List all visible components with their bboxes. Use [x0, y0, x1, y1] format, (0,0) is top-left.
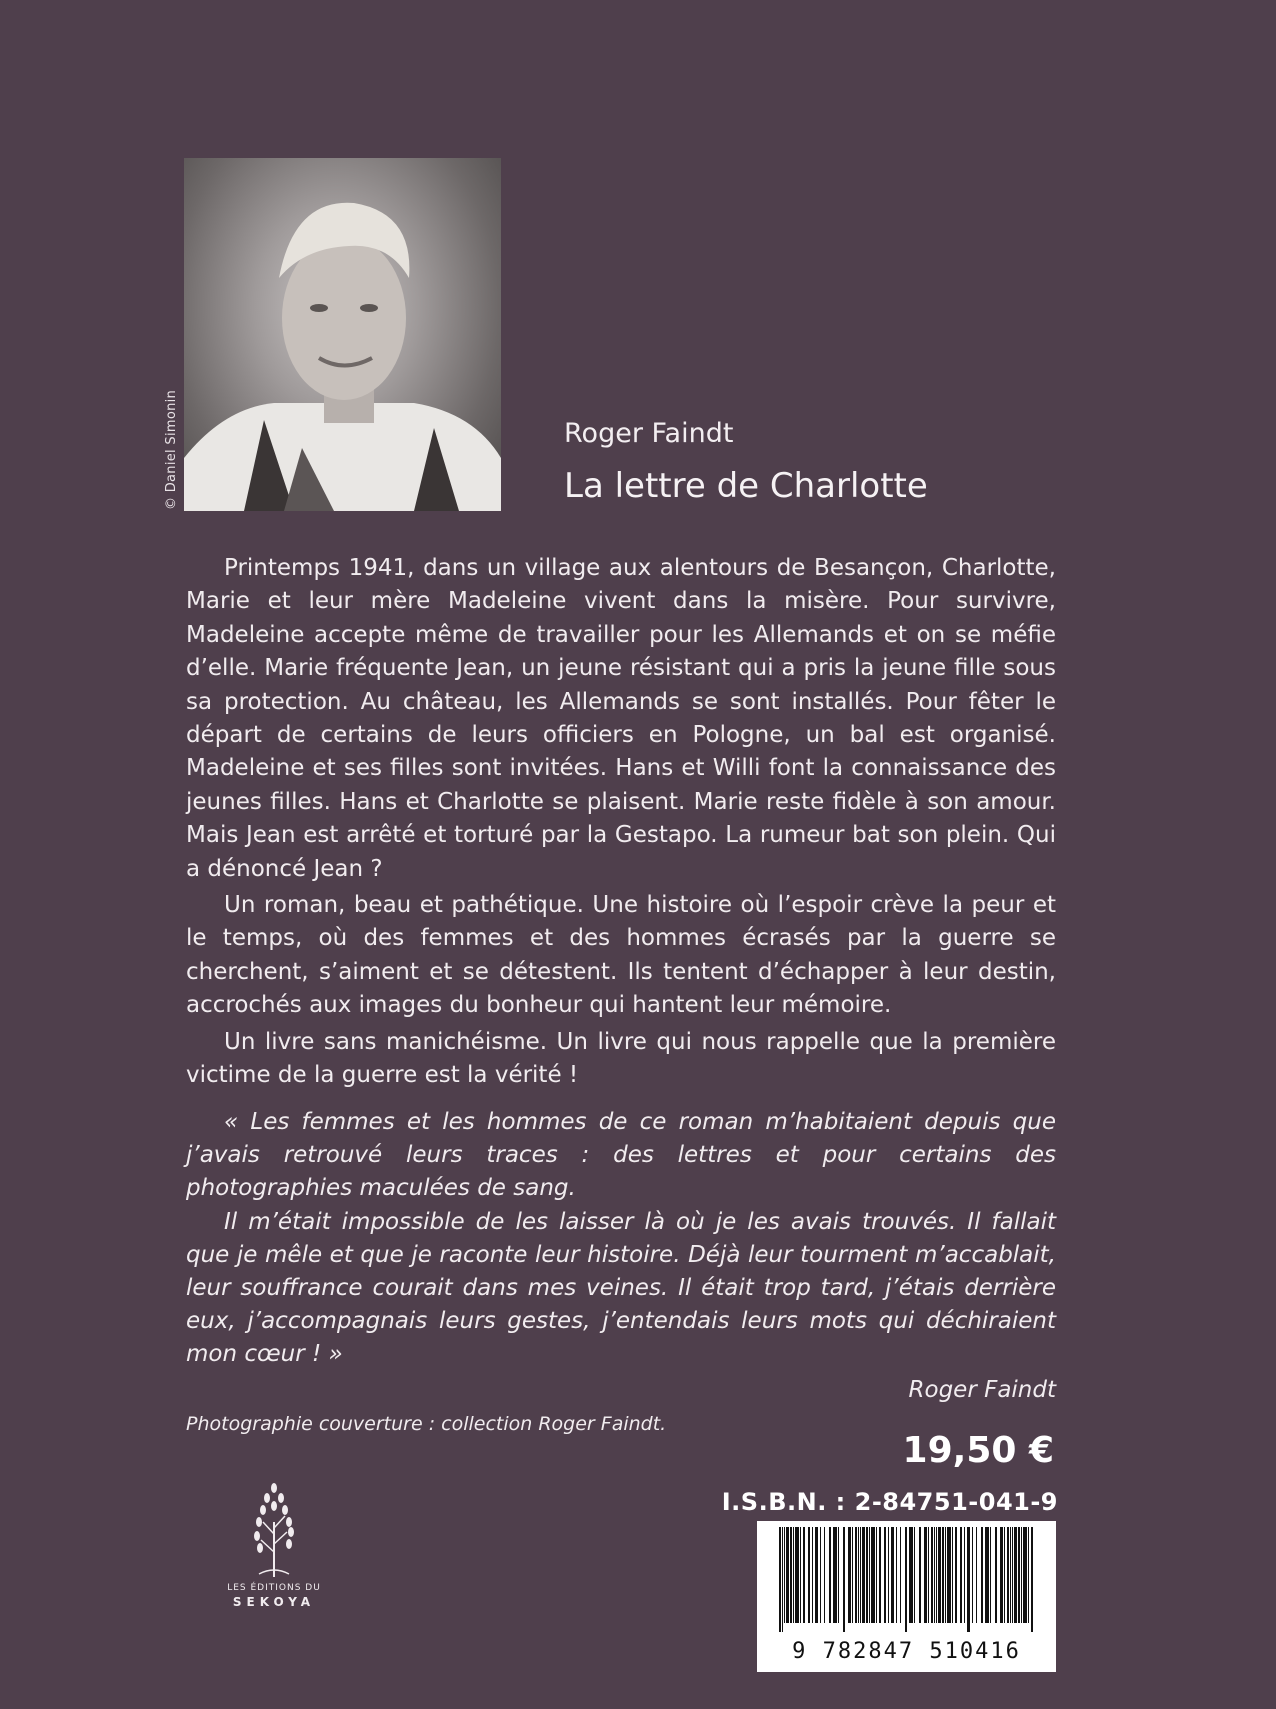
summary-paragraph: Printemps 1941, dans un village aux alentours de Besançon, Charlotte, Marie et leur mère Madeleine vivent dans la misère. Pour survivre, Madeleine accepte même de travailler pour les Allemands et on se méfie d’elle. Marie fréquente Jean, un jeune résistant qui a pris la jeune fille sous sa protection. Au château, les Allemands se sont installés. Pour fêter le départ de certains de leurs officiers en Pologne, un bal est organisé. Madeleine et ses filles sont invitées. Hans et Willi font la connaissance des jeunes filles. Hans et Charlotte se plaisent. Marie reste fidèle à son amour. Mais Jean est arrêté et torturé par la Gestapo. La rumeur bat son plein. Qui a dénoncé Jean ? — [186, 555, 1056, 882]
book-title: La lettre de Charlotte — [564, 466, 928, 506]
publisher-name: SEKOYA — [232, 1595, 316, 1609]
quote-signature: Roger Faindt — [908, 1376, 1056, 1403]
summary-paragraph: Un roman, beau et pathétique. Une histoire où l’espoir crève la peur et le temps, où des femmes et des hommes écrasés par la guerre se cherchent, s’aiment et se détestent. Ils tentent d’échapper à leur destin, accrochés aux images du bonheur qui hantent leur mémoire. — [186, 892, 1056, 1019]
quote-paragraph: « Les femmes et les hommes de ce roman m’habitaient depuis que j’avais retrouvé leurs traces : des lettres et pour certains des photographies maculées de sang. — [186, 1109, 1056, 1202]
barcode-bars — [777, 1527, 1036, 1632]
author-quote — [186, 1106, 1056, 1407]
publisher-logo — [214, 1482, 334, 1609]
author-photo — [184, 158, 501, 511]
barcode-number: 9 782847 510416 — [792, 1639, 1021, 1664]
isbn: I.S.B.N. : 2-84751-041-9 — [721, 1488, 1058, 1516]
quote-paragraph: Il m’était impossible de les laisser là où je les avais trouvés. Il fallait que je mêle et que je raconte leur histoire. Déjà leur tourment m’accablait, leur souffrance courait dans mes veines. Il était trop tard, j’étais derrière eux, j’accompagnais leurs gestes, j’entendais leurs mots qui déchiraient mon cœur ! » — [186, 1208, 1056, 1368]
cover-photo-credit: Photographie couverture : collection Roger Faindt. — [186, 1413, 667, 1435]
book-summary — [186, 552, 1056, 1096]
summary-paragraph: Un livre sans manichéisme. Un livre qui nous rappelle que la première victime de la guerre est la vérité ! — [186, 1028, 1056, 1089]
tree-icon — [249, 1482, 299, 1577]
photo-copyright-credit: © Daniel Simonin — [164, 389, 179, 510]
barcode — [757, 1521, 1056, 1672]
publisher-line1: LES ÉDITIONS DU — [227, 1583, 321, 1593]
price: 19,50 € — [902, 1430, 1054, 1471]
author-name: Roger Faindt — [564, 418, 734, 449]
